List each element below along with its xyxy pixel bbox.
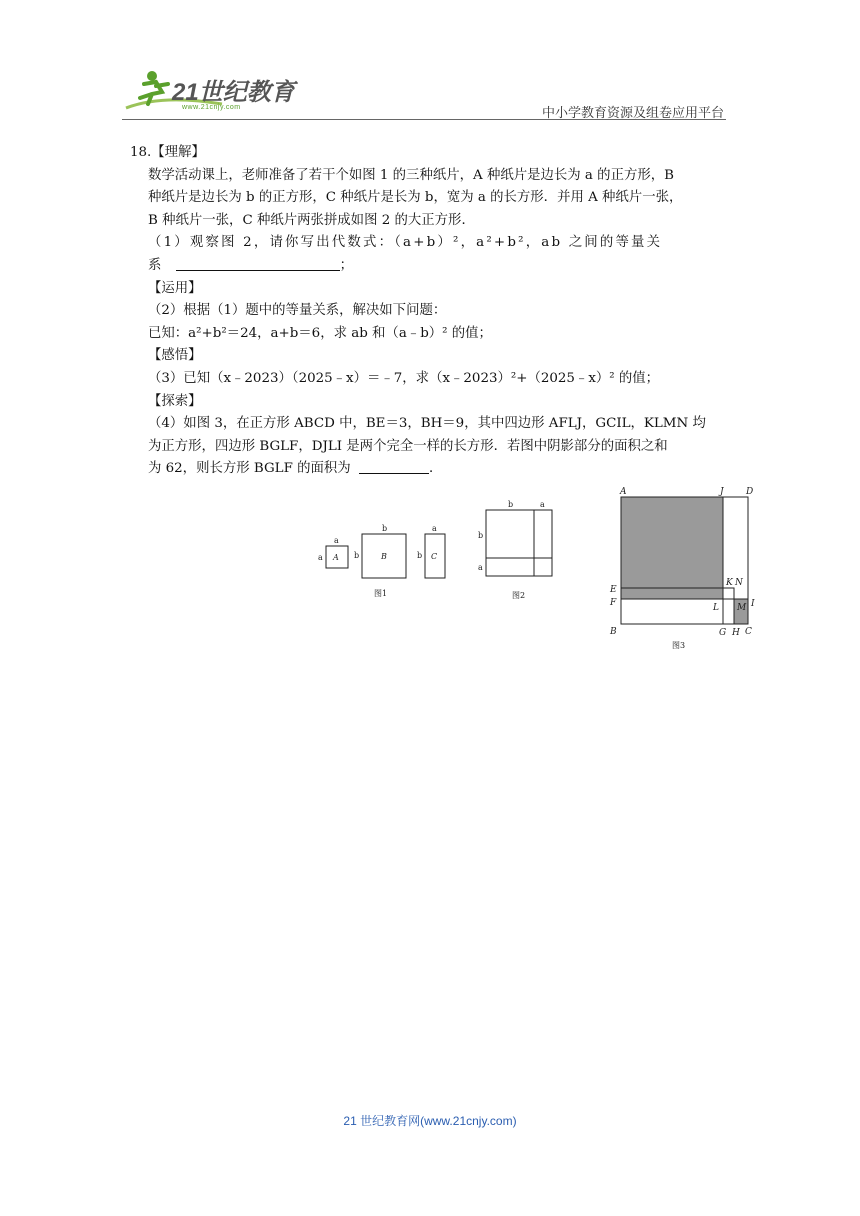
fig3-label-E: E: [610, 585, 617, 595]
fig3-label-N: N: [735, 578, 743, 588]
q4-line-2: 为正方形，四边形 BGLF，DJLI 是两个完全一样的长方形．若图中阴影部分的面积之和: [148, 438, 668, 454]
figure-2: [472, 496, 562, 604]
fig3-label-K: K: [726, 578, 733, 588]
fig1-label-a-side: a: [318, 553, 323, 562]
fig2-label-b-side: b: [478, 531, 484, 540]
fig3-caption: 图3: [672, 641, 686, 650]
site-title: 中小学教育资源及组卷应用平台: [541, 105, 724, 120]
tag-explore: 【探索】: [148, 393, 202, 409]
big-square: [486, 510, 552, 576]
q4-line-1: （4）如图 3，在正方形 ABCD 中，BE＝3，BH＝9，其中四边形 AFLJ，GCIL，KLMN 均: [148, 416, 706, 432]
fig2-label-b-top: b: [508, 500, 514, 509]
fig3-label-M: M: [737, 603, 747, 613]
fig3-label-L: L: [713, 603, 719, 613]
fig3-label-J: J: [720, 487, 724, 497]
fig3-label-I: I: [751, 599, 755, 609]
answer-blank-2[interactable]: [359, 459, 429, 474]
question-heading: [130, 142, 730, 165]
page-footer[interactable]: 21 世纪教育网(www.21cnjy.com): [343, 1114, 517, 1128]
fig3-label-G: G: [719, 628, 727, 638]
fig1-label-C: C: [431, 552, 438, 561]
logo-url: www.21cnjy.com: [182, 104, 241, 111]
fig1-caption: 图1: [374, 589, 388, 598]
q2-line-2: 已知：a²+b²＝24，a+b＝6，求 ab 和（a﹣b）² 的值；: [148, 325, 492, 341]
q3-line: （3）已知（x﹣2023）（2025﹣x）＝﹣7，求（x﹣2023）²+（2025﹣x）² 的值；: [148, 370, 660, 386]
fig3-label-D: D: [746, 487, 754, 497]
tag-insight: 【感悟】: [148, 348, 202, 364]
answer-blank-1[interactable]: [176, 256, 340, 271]
logo-text: 21世纪教育: [172, 79, 295, 106]
fig3-label-H: H: [732, 628, 740, 638]
fig3-label-F: F: [610, 598, 617, 608]
intro-line-1: 数学活动课上，老师准备了若干个如图 1 的三种纸片，A 种纸片是边长为 a 的正方形，B: [148, 167, 674, 183]
fig3-label-A: A: [620, 487, 627, 497]
fig2-caption: 图2: [512, 591, 526, 600]
fig2-label-a-top: a: [540, 500, 545, 509]
q4-line-3-text: 为 62，则长方形 BGLF 的面积为: [148, 461, 351, 477]
fig1-label-b-side: b: [354, 551, 360, 560]
q2-line-1: （2）根据（1）题中的等量关系，解决如下问题：: [148, 303, 447, 319]
figure-3: [608, 484, 764, 654]
figure-1: [312, 520, 452, 602]
fig1-label-a-top: a: [334, 536, 339, 545]
fig1-label-a-top2: a: [432, 524, 437, 533]
q4-line-3: 为 62，则长方形 BGLF 的面积为 ．: [148, 461, 443, 477]
fig1-label-b-side2: b: [417, 551, 423, 560]
square-aflj-shaded: [621, 497, 723, 599]
intro-line-2: 种纸片是边长为 b 的正方形，C 种纸片是长为 b，宽为 a 的长方形．并用 A 种纸片一张，: [148, 190, 683, 206]
tag-understand: 【理解】: [151, 145, 205, 160]
q1-line-2: 系 ；: [148, 257, 354, 273]
tag-apply: 【运用】: [148, 280, 202, 296]
fig1-label-A: A: [333, 553, 339, 562]
fig1-label-b-top: b: [382, 524, 388, 533]
q1-line-1: （1）观察图 2，请你写出代数式：（a+b）²，a²+b²，ab 之间的等量关: [148, 235, 663, 251]
intro-line-3: B 种纸片一张，C 种纸片两张拼成如图 2 的大正方形．: [148, 212, 475, 228]
fig1-label-B: B: [381, 552, 387, 561]
page-header: [0, 0, 860, 120]
fig2-label-a-side: a: [478, 563, 483, 572]
header-divider: [122, 119, 726, 120]
fig3-label-C: C: [745, 627, 752, 637]
q1-line-2-text: 系: [148, 257, 162, 273]
question-body: [130, 142, 730, 481]
fig3-label-B: B: [610, 627, 617, 637]
question-number: 18.: [130, 145, 152, 160]
